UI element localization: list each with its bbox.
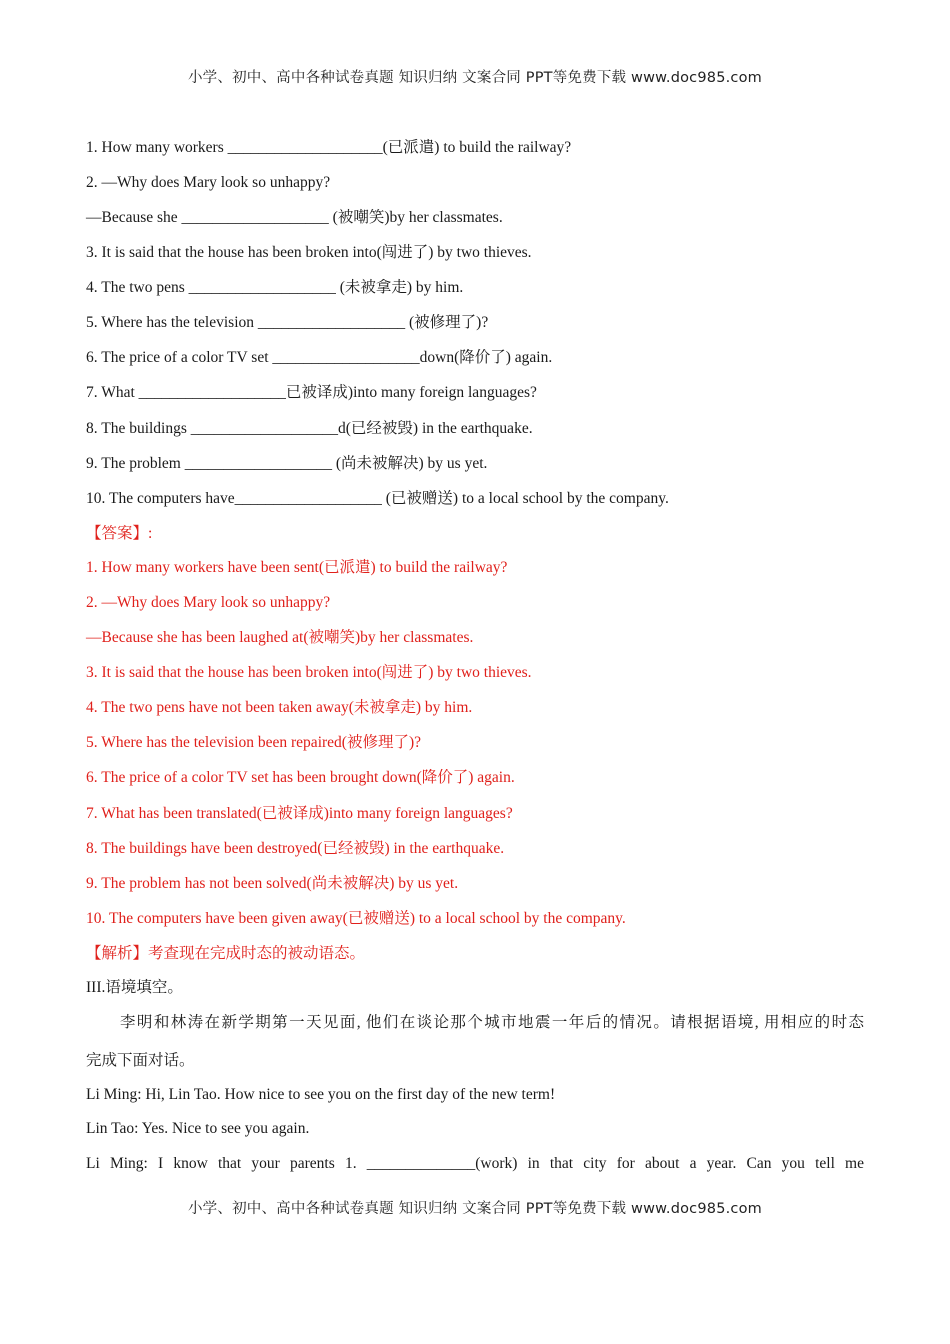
answer-line: 3. It is said that the house has been broken into(闯进了) by two thieves.: [86, 664, 532, 681]
dialog-line: Li Ming: I know that your parents 1. ______________(work) in that city for about a year. Can you tell me: [86, 1155, 864, 1172]
analysis-label: 【解析】: [86, 945, 149, 962]
dialog-line: Lin Tao: Yes. Nice to see you again.: [86, 1120, 310, 1137]
question-line: 7. What ___________________已被译成)into many foreign languages?: [86, 384, 537, 401]
analysis-line: [86, 944, 365, 964]
question-line: 1. How many workers ____________________(已派遣) to build the railway?: [86, 139, 572, 156]
question-line: —Because she ___________________ (被嘲笑)by her classmates.: [86, 209, 503, 226]
footer-banner: 小学、初中、高中各种试卷真题 知识归纳 文案合同 PPT等免费下载 www.doc985.com: [187, 1201, 763, 1217]
question-line: 4. The two pens ___________________ (未被拿走) by him.: [86, 279, 464, 296]
answer-line: —Because she has been laughed at(被嘲笑)by her classmates.: [86, 629, 474, 646]
question-line: 9. The problem ___________________ (尚未被解决) by us yet.: [86, 455, 488, 472]
answer-line: 7. What has been translated(已被译成)into many foreign languages?: [86, 805, 513, 822]
answer-heading: 【答案】:: [86, 525, 153, 542]
dialog-line: Li Ming: Hi, Lin Tao. How nice to see you on the first day of the new term!: [86, 1086, 556, 1103]
section-intro-line: 完成下面对话。: [86, 1052, 195, 1069]
question-line: 6. The price of a color TV set ___________________down(降价了) again.: [86, 349, 553, 366]
question-line: 3. It is said that the house has been broken into(闯进了) by two thieves.: [86, 244, 532, 261]
answer-line: 9. The problem has not been solved(尚未被解决) by us yet.: [86, 875, 459, 892]
question-line: 10. The computers have___________________ (已被赠送) to a local school by the company.: [86, 490, 669, 507]
analysis-text: 考查现在完成时态的被动语态。: [148, 945, 366, 962]
answer-line: 5. Where has the television been repaired(被修理了)?: [86, 734, 421, 751]
section-intro-line: 李明和林涛在新学期第一天见面, 他们在谈论那个城市地震一年后的情况。请根据语境, 用相应的时态: [120, 1014, 864, 1031]
question-line: 5. Where has the television ___________________ (被修理了)?: [86, 314, 489, 331]
question-line: 8. The buildings ___________________d(已经被毁) in the earthquake.: [86, 420, 533, 437]
answer-line: 10. The computers have been given away(已被赠送) to a local school by the company.: [86, 910, 626, 927]
answer-line: 2. —Why does Mary look so unhappy?: [86, 594, 331, 611]
answer-line: 8. The buildings have been destroyed(已经被毁) in the earthquake.: [86, 840, 505, 857]
section-title: III.语境填空。: [86, 979, 183, 996]
answer-line: 1. How many workers have been sent(已派遣) to build the railway?: [86, 559, 508, 576]
question-line: 2. —Why does Mary look so unhappy?: [86, 174, 331, 191]
header-banner: 小学、初中、高中各种试卷真题 知识归纳 文案合同 PPT等免费下载 www.doc985.com: [187, 70, 763, 86]
answer-line: 6. The price of a color TV set has been brought down(降价了) again.: [86, 769, 515, 786]
answer-line: 4. The two pens have not been taken away(未被拿走) by him.: [86, 699, 473, 716]
